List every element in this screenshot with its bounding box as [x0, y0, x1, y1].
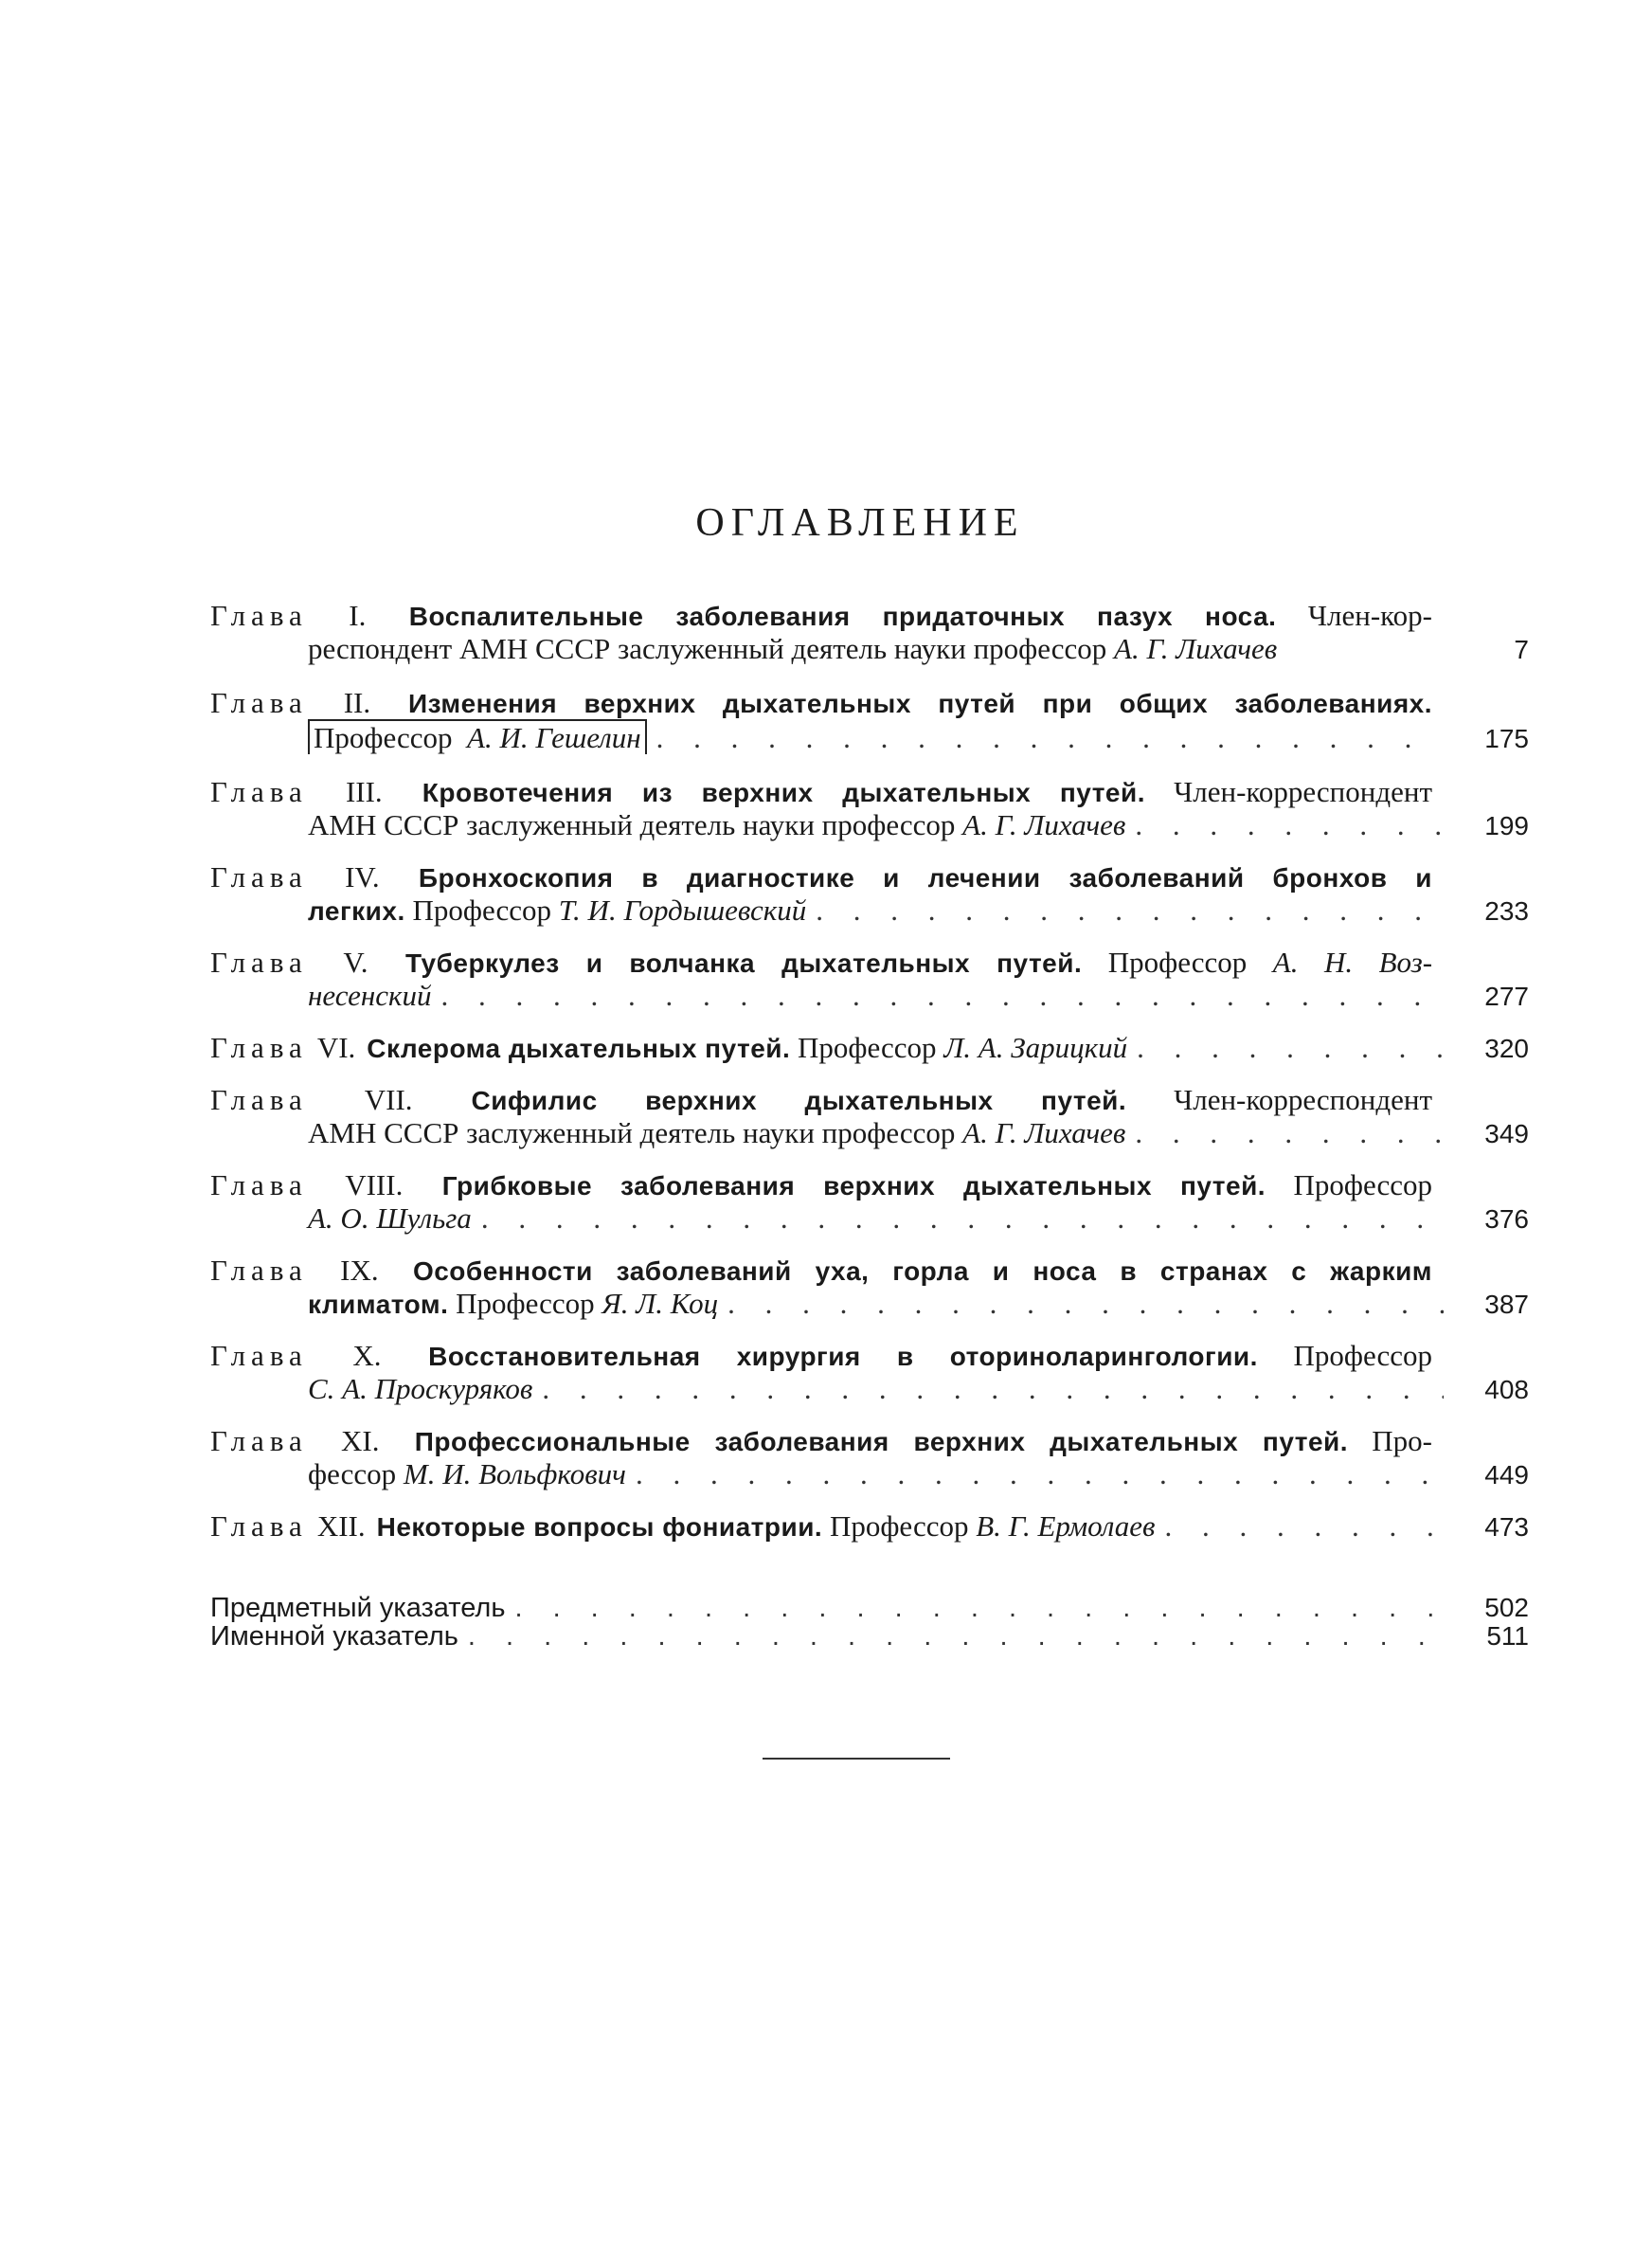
dot-leader — [542, 1372, 1444, 1405]
toc-entry-chapter-6[interactable] — [210, 1031, 1529, 1064]
chapter-text: респондент АМН СССР заслуженный деятель науки профессор — [308, 632, 1107, 665]
entry-line-2 — [210, 719, 1529, 752]
chapter-text: Член-кор- — [1307, 599, 1432, 632]
chapter-text: Профессор — [798, 1031, 937, 1064]
entry-line-1 — [210, 1083, 1529, 1116]
chapter-number: I. — [349, 599, 367, 632]
chapter-topic: Бронхоскопия в диагностике и лечении заболеваний бронхов и — [418, 863, 1433, 893]
chapter-topic: Кровотечения из верхних дыхательных путей. — [422, 778, 1145, 807]
dot-leader — [1137, 1031, 1444, 1064]
toc-entry-chapter-10[interactable] — [210, 1339, 1529, 1405]
chapter-topic: Туберкулез и волчанка дыхательных путей. — [404, 948, 1083, 978]
page-number: 376 — [1484, 1204, 1529, 1234]
dot-leader — [468, 1622, 1444, 1651]
page-number: 511 — [1486, 1621, 1529, 1651]
dot-leader — [727, 1287, 1444, 1320]
chapter-number: VIII. — [345, 1168, 404, 1201]
entry-line-2 — [210, 894, 1529, 927]
dot-leader — [816, 894, 1444, 927]
chapter-number: VI. — [316, 1031, 356, 1064]
page-number: 233 — [1484, 896, 1529, 926]
chapter-text: Профессор — [829, 1509, 969, 1543]
toc-entry-chapter-4[interactable] — [210, 860, 1529, 927]
chapter-topic: Восстановительная хирургия в оториноларингологии. — [428, 1342, 1258, 1371]
entry-line-1 — [210, 1339, 1529, 1372]
chapter-author: А. Г. Лихачев — [1114, 632, 1278, 665]
chapter-label: Глава — [210, 860, 308, 894]
chapter-text: Про- — [1372, 1424, 1432, 1457]
toc-entry-chapter-5[interactable] — [210, 946, 1529, 1012]
chapter-text: фессор — [308, 1457, 397, 1490]
entry-line-1 — [210, 775, 1529, 808]
dot-leader — [1164, 1509, 1444, 1543]
entry-line-1 — [210, 1168, 1529, 1201]
index-label: Предметный указатель — [210, 1593, 506, 1623]
entry-line-2 — [210, 1372, 1529, 1405]
chapter-text: Профессор — [1293, 1168, 1432, 1201]
entry-line-1 — [210, 599, 1529, 632]
chapter-text: Профессор — [412, 894, 552, 927]
toc-entry-chapter-1[interactable] — [210, 599, 1529, 665]
chapter-author: А. О. Шульга — [308, 1201, 472, 1235]
entry-line-1 — [210, 946, 1529, 979]
chapter-text: Профессор — [314, 721, 453, 754]
entry-line-2 — [210, 1201, 1529, 1235]
toc-entry-name-index[interactable] — [210, 1622, 1529, 1651]
toc-entry-chapter-2[interactable] — [210, 686, 1529, 752]
page-number: 349 — [1484, 1119, 1529, 1148]
chapter-text: Профессор — [456, 1287, 595, 1320]
chapter-label: Глава — [210, 1168, 308, 1201]
page-number: 277 — [1484, 982, 1529, 1011]
chapter-author: А. Г. Лихачев — [962, 808, 1126, 841]
chapter-number: X. — [352, 1339, 382, 1372]
dot-leader — [636, 1457, 1444, 1490]
page-number: 175 — [1484, 724, 1529, 753]
page-number: 320 — [1484, 1034, 1529, 1063]
chapter-topic-cont: климатом. — [308, 1290, 449, 1319]
chapter-topic: Грибковые заболевания верхних дыхательных путей. — [441, 1171, 1266, 1201]
dot-leader — [1135, 808, 1444, 841]
index-label: Именной указатель — [210, 1621, 458, 1652]
entry-line-1 — [210, 1254, 1529, 1287]
chapter-label: Глава — [210, 946, 308, 979]
chapter-topic: Склерома дыхательных путей. — [367, 1034, 791, 1063]
chapter-topic: Сифилис верхних дыхательных путей. — [471, 1086, 1127, 1115]
entry-line-1 — [210, 1424, 1529, 1457]
toc-entry-chapter-8[interactable] — [210, 1168, 1529, 1235]
chapter-number: II. — [343, 686, 371, 719]
entry-line-2 — [210, 632, 1529, 665]
chapter-label: Глава — [210, 1339, 308, 1372]
dot-leader — [440, 979, 1444, 1012]
page-number: 502 — [1484, 1593, 1529, 1622]
chapter-author: А. И. Гешелин — [467, 721, 641, 754]
entry-line-2 — [210, 979, 1529, 1012]
entry-line-1 — [210, 860, 1529, 894]
chapter-label: Глава — [210, 1424, 308, 1457]
chapter-topic: Профессиональные заболевания верхних дыхательных путей. — [414, 1427, 1349, 1456]
dot-leader — [1135, 1116, 1444, 1149]
chapter-number: III. — [345, 775, 383, 808]
toc-entry-chapter-11[interactable] — [210, 1424, 1529, 1490]
dot-leader — [656, 721, 1444, 754]
chapter-topic: Особенности заболеваний уха, горла и носа в странах с жарким — [412, 1256, 1433, 1286]
entry-line-2 — [210, 1287, 1529, 1320]
chapter-author: Т. И. Гордышевский — [558, 894, 807, 927]
toc-entry-chapter-7[interactable] — [210, 1083, 1529, 1149]
chapter-text: Профессор — [1293, 1339, 1433, 1372]
chapter-label: Глава — [210, 686, 308, 719]
page-title: ОГЛАВЛЕНИЕ — [695, 501, 1025, 545]
chapter-text: Профессор — [1107, 946, 1248, 979]
page-number: 473 — [1484, 1512, 1529, 1542]
page-number: 199 — [1484, 811, 1529, 840]
toc-entry-subject-index[interactable] — [210, 1594, 1529, 1622]
dot-leader — [481, 1201, 1444, 1235]
chapter-topic: Изменения верхних дыхательных путей при общих заболеваниях. — [408, 689, 1433, 718]
chapter-label: Глава — [210, 1031, 308, 1064]
chapter-text: АМН СССР заслуженный деятель науки профессор — [308, 808, 956, 841]
chapter-author-part: А. Н. Воз- — [1272, 946, 1433, 979]
chapter-author: несенский — [308, 979, 432, 1012]
dot-leader — [514, 1594, 1444, 1622]
toc-entry-chapter-9[interactable] — [210, 1254, 1529, 1320]
toc-entry-chapter-12[interactable] — [210, 1509, 1529, 1543]
chapter-author: С. А. Проскуряков — [308, 1372, 533, 1405]
entry-line-1 — [210, 1509, 1529, 1543]
chapter-number: IX. — [340, 1254, 379, 1287]
chapter-topic: Некоторые вопросы фониатрии. — [376, 1512, 823, 1542]
chapter-label: Глава — [210, 775, 308, 808]
end-rule — [763, 1758, 950, 1760]
chapter-number: XI. — [341, 1424, 380, 1457]
chapter-topic: Воспалительные заболевания придаточных пазух носа. — [408, 602, 1277, 631]
entry-line-2 — [210, 1457, 1529, 1490]
chapter-number: IV. — [345, 860, 380, 894]
chapter-label: Глава — [210, 1083, 308, 1116]
chapter-text: АМН СССР заслуженный деятель науки профессор — [308, 1116, 956, 1149]
toc-entry-chapter-3[interactable] — [210, 775, 1529, 841]
chapter-author: А. Г. Лихачев — [962, 1116, 1126, 1149]
chapter-text: Член-корреспондент — [1174, 1083, 1432, 1116]
chapter-label: Глава — [210, 1254, 308, 1287]
chapter-label: Глава — [210, 599, 308, 632]
toc-list — [210, 599, 1529, 1543]
chapter-author: В. Г. Ермолаев — [976, 1509, 1156, 1543]
author-frame — [308, 719, 647, 754]
index-list — [210, 1594, 1529, 1651]
entry-line-1 — [210, 686, 1529, 719]
chapter-number: XII. — [316, 1509, 366, 1543]
chapter-text: Член-корреспондент — [1174, 775, 1433, 808]
page-number: 408 — [1484, 1375, 1529, 1404]
entry-line-2 — [210, 808, 1529, 841]
chapter-label: Глава — [210, 1509, 308, 1543]
entry-line-2 — [210, 1116, 1529, 1149]
chapter-number: VII. — [364, 1083, 413, 1116]
page-number: 449 — [1484, 1460, 1529, 1490]
chapter-author: Я. Л. Коц — [602, 1287, 719, 1320]
chapter-number: V. — [343, 946, 368, 979]
entry-line-1 — [210, 1031, 1529, 1064]
page-number: 387 — [1484, 1290, 1529, 1319]
chapter-author: М. И. Вольфкович — [403, 1457, 626, 1490]
chapter-author: Л. А. Зарицкий — [943, 1031, 1128, 1064]
page-number: 7 — [1514, 635, 1529, 664]
chapter-topic-cont: легких. — [308, 896, 405, 926]
